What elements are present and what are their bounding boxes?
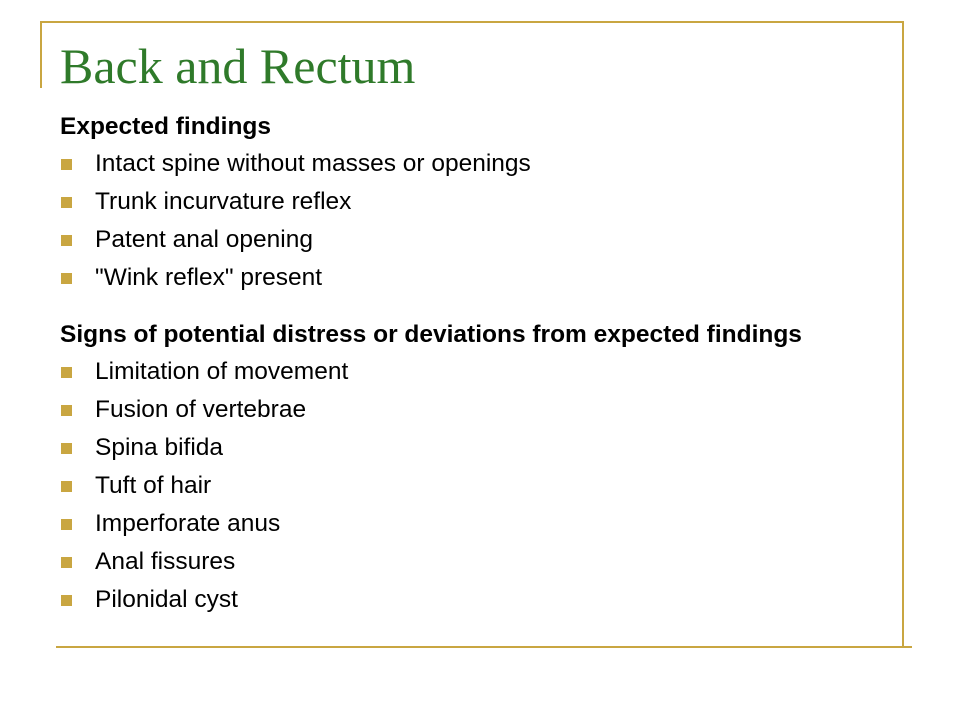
square-bullet-icon [61, 481, 72, 492]
slide-content [60, 114, 900, 624]
slide-title: Back and Rectum [60, 38, 416, 94]
list-item-text: Spina bifida [95, 434, 224, 461]
square-bullet-icon [61, 519, 72, 530]
list-item [60, 434, 900, 462]
list-item-text: Fusion of vertebrae [95, 396, 307, 423]
expected-findings-list [60, 150, 900, 292]
list-item-text: Pilonidal cyst [95, 586, 238, 613]
list-item [60, 226, 900, 254]
list-item-text: Limitation of movement [95, 358, 349, 385]
list-item [60, 472, 900, 500]
frame-right-rule [902, 21, 904, 648]
square-bullet-icon [61, 197, 72, 208]
list-item-text: Imperforate anus [95, 510, 281, 537]
square-bullet-icon [61, 443, 72, 454]
list-item-text: Anal fissures [95, 548, 236, 575]
list-item [60, 264, 900, 292]
list-item-text: Trunk incurvature reflex [95, 188, 352, 215]
list-item [60, 510, 900, 538]
square-bullet-icon [61, 273, 72, 284]
square-bullet-icon [61, 367, 72, 378]
square-bullet-icon [61, 235, 72, 246]
list-item-text: Tuft of hair [95, 472, 212, 499]
square-bullet-icon [61, 405, 72, 416]
list-item [60, 548, 900, 576]
list-item [60, 358, 900, 386]
list-item-text: "Wink reflex" present [95, 264, 323, 291]
section-heading-expected: Expected findings [60, 113, 272, 140]
list-item [60, 150, 900, 178]
square-bullet-icon [61, 595, 72, 606]
list-item [60, 586, 900, 614]
list-item [60, 396, 900, 424]
list-item-text: Patent anal opening [95, 226, 313, 253]
distress-signs-list [60, 358, 900, 614]
list-item-text: Intact spine without masses or openings [95, 150, 531, 177]
section-heading-distress: Signs of potential distress or deviations from expected findings [60, 321, 802, 348]
frame-left-rule [40, 21, 42, 88]
square-bullet-icon [61, 557, 72, 568]
list-item [60, 188, 900, 216]
frame-bottom-rule [56, 646, 912, 648]
square-bullet-icon [61, 159, 72, 170]
frame-top-rule [40, 21, 904, 23]
